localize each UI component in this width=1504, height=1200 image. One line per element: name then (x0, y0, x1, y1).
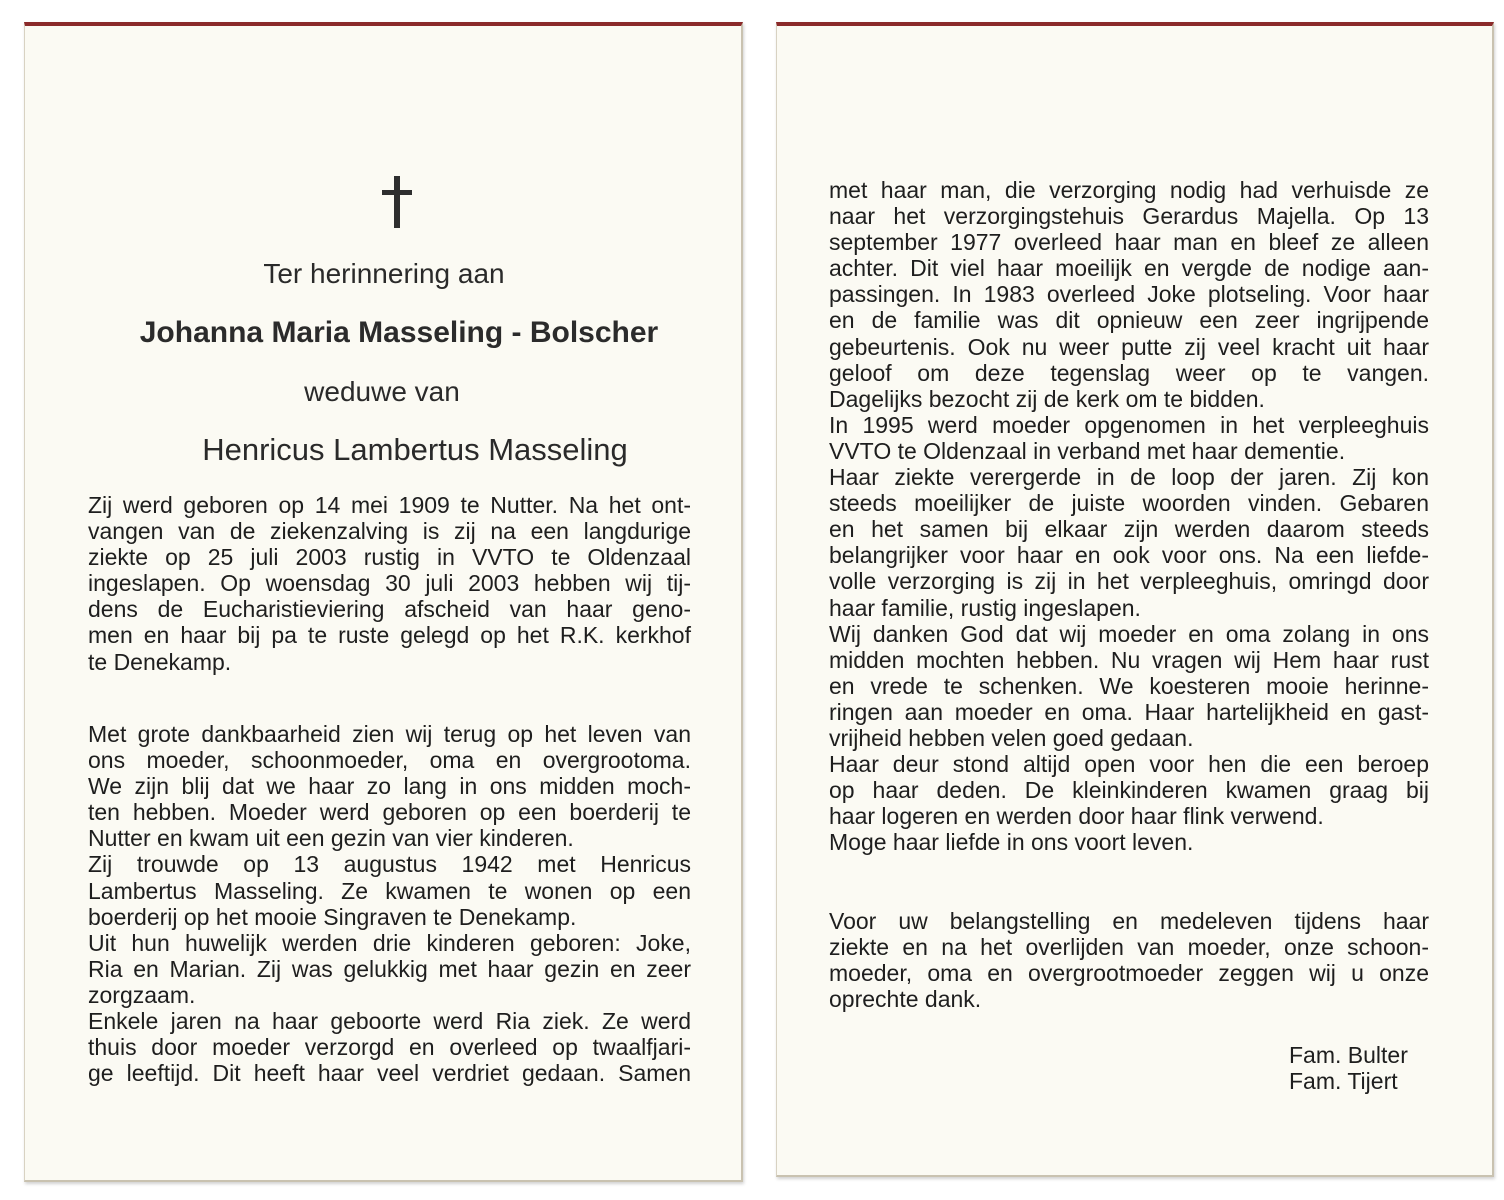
text-line: Ria en Marian. Zij was gelukkig met haar gezin en zeer (88, 955, 691, 982)
text-line: Haar deur stond altijd open voor hen die een beroep (829, 751, 1429, 778)
text-line: oprechte dank. (829, 986, 982, 1013)
text-line: ziekte op 25 juli 2003 rustig in VVTO te Oldenzaal (88, 544, 691, 571)
text-line: belangrijker voor haar en ook voor ons. Na een liefde- (829, 542, 1429, 569)
text-line: Uit hun huwelijk werden drie kinderen geboren: Joke, (88, 929, 691, 956)
text-line: Met grote dankbaarheid zien wij terug op het leven van (88, 721, 691, 747)
text-line: september 1977 overleed haar man en bleef ze alleen (829, 229, 1429, 256)
text-line: boerderij op het mooie Singraven te Denekamp. (88, 903, 577, 930)
text-line: Dagelijks bezocht zij de kerk om te bidden. (829, 385, 1265, 412)
text-line: op haar deden. De kleinkinderen kwamen graag bij (829, 777, 1429, 804)
text-line: Zij werd geboren op 14 mei 1909 te Nutter. Na het ont- (88, 492, 691, 518)
intro-text: Ter herinnering aan (263, 258, 505, 289)
cross-icon (379, 176, 415, 228)
text-line: We zijn blij dat we haar zo lang in ons midden moch- (88, 773, 691, 800)
life-story-continued-paragraph (829, 177, 1429, 855)
signature-tijert: Fam. Tijert (1289, 1068, 1398, 1094)
text-line: ten hebben. Moeder werd geboren op een boerderij te (88, 799, 691, 826)
signature-bulter: Fam. Bulter (1289, 1042, 1408, 1068)
widow-of-text: weduwe van (304, 376, 460, 407)
life-summary-paragraph (88, 492, 691, 675)
text-line: Voor uw belangstelling en medeleven tijdens haar (829, 908, 1429, 934)
deceased-name: Johanna Maria Masseling - Bolscher (139, 316, 659, 349)
text-line: haar logeren en werden door haar flink verwend. (829, 803, 1324, 830)
text-line: Enkele jaren na haar geboorte werd Ria ziek. Ze werd (88, 1008, 691, 1035)
text-line: Lambertus Masseling. Ze kwamen te wonen op een (88, 877, 691, 904)
text-line: steeds moeilijker de juiste woorden vinden. Gebaren (829, 490, 1429, 517)
text-line: ons moeder, schoonmoeder, oma en overgrootoma. (88, 747, 691, 774)
text-line: In 1995 werd moeder opgenomen in het verpleeghuis (829, 411, 1429, 438)
text-line: Wij danken God dat wij moeder en oma zolang in ons (829, 620, 1429, 647)
text-line: volle verzorging is zij in het verpleeghuis, omringd door (829, 568, 1429, 595)
text-line: passingen. In 1983 overleed Joke plotseling. Voor haar (829, 281, 1429, 308)
text-line: haar familie, rustig ingeslapen. (829, 594, 1141, 621)
text-line: naar het verzorgingstehuis Gerardus Majella. Op 13 (829, 203, 1429, 230)
text-line: en de familie was dit opnieuw een zeer ingrijpende (829, 307, 1429, 334)
family-signatures (1289, 1042, 1408, 1094)
text-line: Nutter en kwam uit een gezin van vier kinderen. (88, 825, 574, 852)
text-line: men en haar bij pa te ruste gelegd op het R.K. kerkhof (88, 622, 691, 649)
text-line: en het samen bij elkaar zijn werden daarom steeds (829, 516, 1429, 543)
text-line: Moge haar liefde in ons voort leven. (829, 829, 1194, 856)
text-line: ingeslapen. Op woensdag 30 juli 2003 hebben wij tij- (88, 570, 691, 597)
text-line: zorgzaam. (88, 981, 196, 1008)
memorial-card-left-page (24, 22, 743, 1182)
text-line: te Denekamp. (88, 648, 232, 675)
text-line: ringen aan moeder en oma. Haar hartelijkheid en gast- (829, 698, 1429, 725)
text-line: gebeurtenis. Ook nu weer putte zij veel kracht uit haar (829, 333, 1429, 360)
text-line: geloof om deze tegenslag weer op te vangen. (829, 359, 1429, 386)
text-line: ziekte en na het overlijden van moeder, onze schoon- (829, 934, 1429, 961)
text-line: vrijheid hebben velen goed gedaan. (829, 724, 1194, 751)
text-line: achter. Dit viel haar moeilijk en vergde de nodige aan- (829, 255, 1429, 282)
text-line: ge leeftijd. Dit heeft haar veel verdriet gedaan. Samen (88, 1060, 691, 1087)
text-line: moeder, oma en overgrootmoeder zeggen wij u onze (829, 960, 1429, 987)
life-story-paragraph (88, 721, 691, 1086)
text-line: Haar ziekte verergerde in de loop der jaren. Zij kon (829, 464, 1429, 491)
text-line: vangen van de ziekenzalving is zij na een langdurige (88, 518, 691, 545)
text-line: en vrede te schenken. We koesteren mooie herinne- (829, 672, 1429, 699)
text-line: midden mochten hebben. Nu vragen wij Hem haar rust (829, 646, 1429, 673)
text-line: dens de Eucharistieviering afscheid van haar geno- (88, 596, 691, 623)
husband-name: Henricus Lambertus Masseling (202, 432, 628, 467)
text-line: met haar man, die verzorging nodig had verhuisde ze (829, 177, 1429, 203)
text-line: thuis door moeder verzorgd en overleed op twaalfjari- (88, 1034, 691, 1061)
memorial-card-right-page (776, 22, 1494, 1177)
thank-you-paragraph (829, 908, 1429, 1012)
text-line: VVTO te Oldenzaal in verband met haar dementie. (829, 437, 1346, 464)
text-line: Zij trouwde op 13 augustus 1942 met Henricus (88, 851, 691, 878)
